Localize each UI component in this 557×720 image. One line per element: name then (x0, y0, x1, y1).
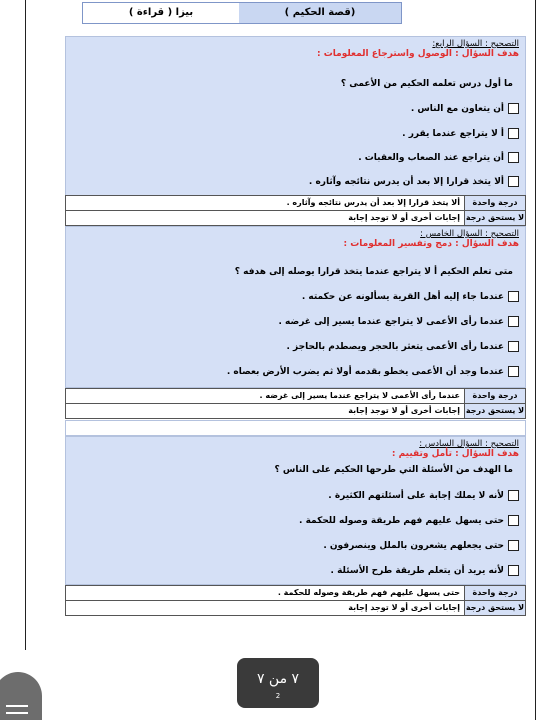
q5-question: متى تعلم الحكيم أ لا يتراجع عندما يتخذ قرارا يوصله إلى هدفه ؟ (234, 267, 513, 277)
q5-heading: التصحيح : السؤال الخامس : (420, 229, 519, 239)
grade-answer: إجابات أخرى أو لا توجد إجابة (348, 406, 460, 415)
blank-row (65, 420, 526, 436)
grading-row (66, 601, 525, 615)
grading-row (66, 586, 525, 601)
q6-option-2[interactable]: حتى يسهل عليهم فهم طريقة وصوله للحكمة . (299, 515, 519, 526)
grade-label: لا يستحق درجة (464, 601, 525, 615)
grade-answer: عندما رأى الأعمى لا يتراجع عندما يسير إلى غرضه . (259, 391, 460, 400)
checkbox-icon[interactable] (508, 103, 519, 114)
q4-option-1[interactable]: أن يتعاون مع الناس . (411, 103, 519, 114)
page-left-edge (25, 0, 26, 650)
q4-option-4[interactable]: ألا يتخذ قرارا إلا بعد أن يدرس نتائجه وآثاره . (309, 176, 519, 187)
checkbox-icon[interactable] (508, 152, 519, 163)
q6-question: ما الهدف من الأسئلة التي طرحها الحكيم على الناس ؟ (274, 465, 513, 475)
q5-option-3[interactable]: عندما رأى الأعمى يتعثر بالحجر ويصطدم بالحاجز . (286, 341, 519, 352)
q6-option-3[interactable]: حتى يجعلهم يشعرون بالملل وينصرفون . (323, 540, 519, 551)
page-indicator[interactable] (237, 658, 319, 708)
grade-label: درجة واحدة (464, 586, 525, 600)
checkbox-icon[interactable] (508, 291, 519, 302)
grade-answer: إجابات أخرى أو لا توجد إجابة (348, 603, 460, 612)
checkbox-icon[interactable] (508, 176, 519, 187)
grading-row (66, 404, 525, 418)
checkbox-icon[interactable] (508, 341, 519, 352)
checkbox-icon[interactable] (508, 128, 519, 139)
q5-goal: هدف السؤال : دمج وتفسير المعلومات : (343, 239, 519, 249)
grade-answer: إجابات أخرى أو لا توجد إجابة (348, 213, 460, 222)
grade-label: درجة واحدة (464, 196, 525, 210)
question-6-section (65, 436, 526, 585)
menu-button[interactable] (0, 672, 42, 720)
q6-heading: التصحيح : السؤال السادس : (419, 439, 519, 449)
question-5-section (65, 226, 526, 388)
header-topic: بيزا ( قراءة ) (83, 3, 239, 23)
grade-label: درجة واحدة (464, 389, 525, 403)
grading-row (66, 196, 525, 211)
q6-goal: هدف السؤال : تأمل وتقييم : (391, 449, 519, 459)
checkbox-icon[interactable] (508, 565, 519, 576)
q4-goal: هدف السؤال : الوصول واسترجاع المعلومات : (316, 49, 519, 59)
q5-option-1[interactable]: عندما جاء إليه أهل القرية يسألونه عن حكمته . (302, 291, 519, 302)
checkbox-icon[interactable] (508, 515, 519, 526)
question-4-section (65, 36, 526, 196)
header-story: (قصة الحكيم ) (239, 3, 401, 23)
q4-grading-table (65, 195, 526, 226)
checkbox-icon[interactable] (508, 366, 519, 377)
q6-grading-table (65, 585, 526, 616)
checkbox-icon[interactable] (508, 490, 519, 501)
grading-row (66, 211, 525, 225)
q4-option-3[interactable]: أن يتراجع عند الصعاب والعقبات . (358, 152, 519, 163)
grade-label: لا يستحق درجة (464, 404, 525, 418)
q5-option-4[interactable]: عندما وجد أن الأعمى يخطو بقدمه أولا ثم يضرب الأرض بعصاه . (227, 366, 519, 377)
page-right-edge (535, 0, 536, 720)
q4-question: ما أول درس تعلمه الحكيم من الأعمى ؟ (340, 79, 513, 89)
grade-answer: حتى يسهل عليهم فهم طريقة وصوله للحكمة . (277, 588, 460, 597)
header-table (82, 2, 402, 24)
page-indicator-sub: 2 (275, 692, 281, 700)
grade-answer: ألا يتخذ قرارا إلا بعد أن يدرس نتائجه وآثاره . (286, 198, 460, 207)
grade-label: لا يستحق درجة (464, 211, 525, 225)
q6-option-4[interactable]: لأنه يريد أن يتعلم طريقة طرح الأسئلة . (331, 565, 519, 576)
checkbox-icon[interactable] (508, 540, 519, 551)
q4-heading: التصحيح : السؤال الرابع: (432, 39, 519, 49)
q5-option-2[interactable]: عندما رأى الأعمى لا يتراجع عندما يسير إلى غرضه . (278, 316, 519, 327)
page-indicator-label: ٧ من ٧ (256, 671, 300, 687)
q4-option-2[interactable]: أ لا يتراجع عندما يقرر . (402, 128, 519, 139)
q6-option-1[interactable]: لأنه لا يملك إجابة على أسئلتهم الكثيرة . (328, 490, 519, 501)
grading-row (66, 389, 525, 404)
checkbox-icon[interactable] (508, 316, 519, 327)
q5-grading-table (65, 388, 526, 419)
